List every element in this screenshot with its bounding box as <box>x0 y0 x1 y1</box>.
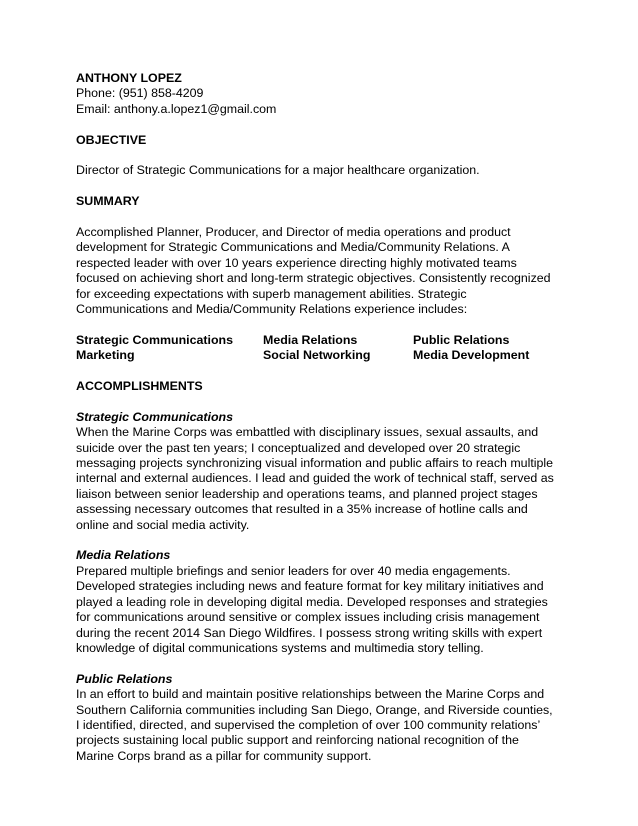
accomplishment-line: When the Marine Corps was embattled with disciplinary issues, sexual assaults, and <box>76 425 539 440</box>
summary-line: Communications and Media/Community Relations experience includes: <box>76 302 468 317</box>
skill-item: Public Relations <box>413 332 510 347</box>
accomplishment-line: In an effort to build and maintain positive relationships between the Marine Corps and <box>76 687 545 702</box>
accomplishment-title: Public Relations <box>76 671 173 686</box>
accomplishment-line: during the recent 2014 San Diego Wildfires. I possess strong writing skills with expert <box>76 625 543 640</box>
accomplishment-line: knowledge of digital communications systems and multimedia story telling. <box>76 640 484 655</box>
accomplishments-heading: ACCOMPLISHMENTS <box>76 379 203 394</box>
skill-item: Strategic Communications <box>76 332 233 347</box>
accomplishment-media-relations <box>76 548 596 656</box>
skill-item: Social Networking <box>263 348 371 363</box>
phone-line: Phone: (951) 858-4209 <box>76 86 204 101</box>
accomplishment-line: Developed strategies including news and feature format for key military initiatives and <box>76 579 544 594</box>
accomplishment-line: assessing necessary outcomes that resulted in a 35% increase of hotline calls and <box>76 502 528 517</box>
summary-line: Accomplished Planner, Producer, and Director of media operations and product <box>76 225 511 239</box>
accomplishment-line: Prepared multiple briefings and senior leaders for over 40 media engagements. <box>76 563 511 578</box>
objective-heading: OBJECTIVE <box>76 132 147 147</box>
skills-row <box>76 333 596 348</box>
summary-line: for exceeding expectations with superb management abilities. Strategic <box>76 286 467 301</box>
accomplishment-line: suicide over the past ten years; I conceptualized and developed over 20 strategic <box>76 440 521 455</box>
accomplishment-title: Strategic Communications <box>76 409 233 424</box>
summary-paragraph <box>76 225 596 317</box>
accomplishment-line: internal and external audiences. I lead and guided the work of technical staff, served as <box>76 471 554 486</box>
accomplishment-line: Marine Corps brand as a pillar for community support. <box>76 748 372 763</box>
accomplishment-strategic-communications <box>76 410 596 533</box>
objective-text: Director of Strategic Communications for a major healthcare organization. <box>76 163 480 178</box>
skills-grid <box>76 333 596 364</box>
accomplishment-line: projects sustaining local public support and reinforcing national recognition of the <box>76 733 519 748</box>
accomplishment-public-relations <box>76 672 596 764</box>
contact-header <box>76 71 596 117</box>
accomplishment-line: messaging projects synchronizing visual information and public affairs to reach multiple <box>76 456 554 471</box>
summary-line: respected leader with over 10 years experience directing highly motivated teams <box>76 255 517 270</box>
accomplishment-line: played a leading role in developing digital media. Developed responses and strategies <box>76 594 548 609</box>
summary-line: focused on achieving short and long-term strategic objectives. Consistently recognized <box>76 271 551 286</box>
summary-section <box>76 194 596 317</box>
accomplishment-line: for communications around sensitive or complex issues including crisis management <box>76 610 540 625</box>
email-line: Email: anthony.a.lopez1@gmail.com <box>76 101 277 116</box>
candidate-name: ANTHONY LOPEZ <box>76 71 182 85</box>
skill-item: Media Relations <box>263 332 358 347</box>
summary-heading: SUMMARY <box>76 194 140 209</box>
skill-item: Marketing <box>76 348 135 363</box>
accomplishments-section <box>76 379 596 764</box>
skills-row <box>76 348 596 363</box>
objective-section <box>76 133 596 179</box>
resume-page <box>76 71 596 764</box>
accomplishment-line: liaison between senior leadership and operations teams, and planned project stages <box>76 486 538 501</box>
accomplishment-line: Southern California communities including San Diego, Orange, and Riverside counties, <box>76 702 553 717</box>
accomplishment-line: I identified, directed, and supervised the completion of over 100 community relations’ <box>76 717 541 732</box>
accomplishment-line: online and social media activity. <box>76 517 250 532</box>
skill-item: Media Development <box>413 348 530 363</box>
accomplishment-title: Media Relations <box>76 548 171 563</box>
summary-line: development for Strategic Communications and Media/Community Relations. A <box>76 240 510 255</box>
